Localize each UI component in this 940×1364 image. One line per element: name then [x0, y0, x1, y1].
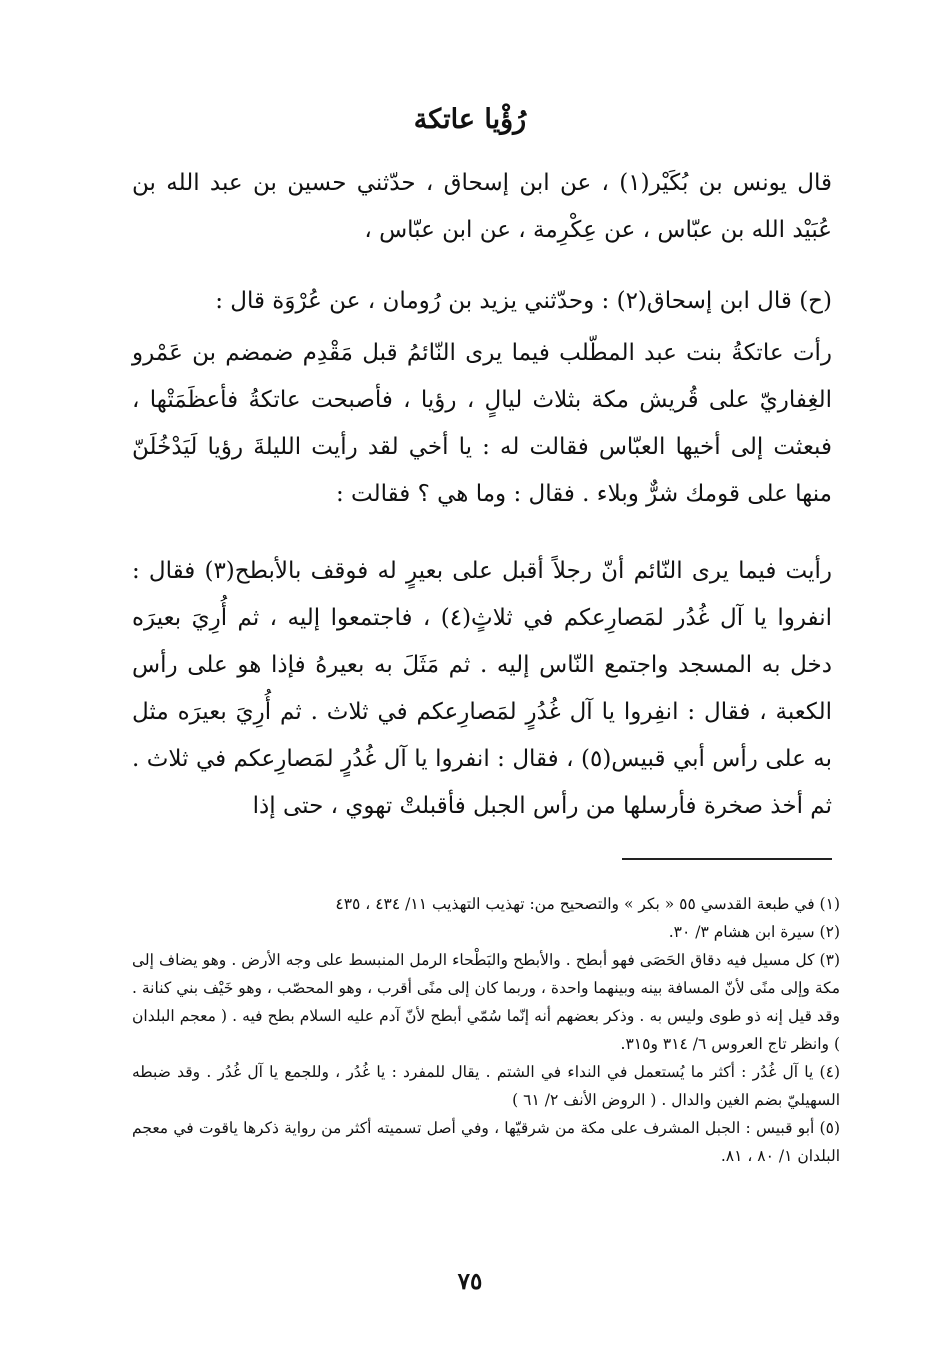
isnad-line: (ح) قال ابن إسحاق(٢) : وحدّثني يزيد بن رُومان ، عن عُرْوَة قال : [215, 288, 832, 314]
footnote-separator [622, 858, 832, 860]
page-number: ٧٥ [457, 1268, 483, 1295]
footnote-4: (٤) يا آل غُدُر : أكثر ما يُستعمل في النداء في الشتم . يقال للمفرد : يا غُدُر ، وللجمع يا آل غُدُر . وقد ضبطه السهيليّ بضم الغين والدال . ( الروض الأنف ٢/ ٦١ ) [132, 1063, 840, 1109]
main-paragraph-1: رأت عاتكةُ بنت عبد المطّلب فيما يرى النّائمُ قبل مَقْدِم ضمضم بن عَمْرو الغِفاريّ على قُريش مكة بثلاث ليالٍ ، رؤيا ، فأصبحت عاتكةُ فأعظَمَتْها ، فبعثت إلى أخيها العبّاس فقالت له : يا أخي لقد رأيت الليلةَ رؤيا لَيَدْخُلَنّ منها على قومك شرٌّ وبلاء . فقال : وما هي ؟ فقالت : [132, 340, 832, 507]
main-paragraph-2: رأيت فيما يرى النّائم أنّ رجلاً أقبل على بعيرٍ له فوقف بالأبطح(٣) فقال : انفروا يا آل غُدُر لمَصارِعكم في ثلاثٍ(٤) ، فاجتمعوا إليه ، ثم أُرِيَ بعيرَه دخل به المسجد واجتمع النّاس إليه . ثم مَثَلَ به بعيرهُ فإذا هو على رأس الكعبة ، فقال : انفِروا يا آل غُدُرٍ لمَصارِعكم في ثلاث . ثم أُرِيَ بعيرَه مثل به على رأس أبي قبيس(٥) ، فقال : انفروا يا آل غُدُرٍ لمَصارِعكم في ثلاث . ثم أخذ صخرة فأرسلها من رأس الجبل فأقبلتْ تهوي ، حتى إذا [132, 558, 832, 819]
footnotes [132, 890, 840, 1170]
footnote-1: (١) في طبعة القدسي ٥٥ « بكر » والتصحيح من: تهذيب التهذيب ١١/ ٤٣٤ ، ٤٣٥ [335, 895, 840, 913]
intro-paragraph: قال يونس بن بُكَيْر(١) ، عن ابن إسحاق ، حدّثني حسين بن عبد الله بن عُبَيْد الله بن عبّاس ، عن عِكْرِمة ، عن ابن عبّاس ، [132, 170, 832, 243]
footnote-3: (٣) كل مسيل فيه دقاق الحَصَى فهو أبطح . والأبطح والبَطْحاء الرمل المنبسط على وجه الأرض . وهو يضاف إلى مكة وإلى منًى لأنّ المسافة بينه وبينهما واحدة ، وربما كان إلى منًى أقرب ، وهو المحصّب ، وهو خَيْف بني كنانة . وقد قيل إنه ذو طوى وليس به . وذكر بعضهم أنه إنّما سُمّي أبطح لأنّ آدم عليه السلام بطح فيه . ( معجم البلدان ) وانظر تاج العروس ٦/ ٣١٤ و٣١٥. [132, 951, 840, 1053]
section-title: رُؤْيا عاتكة [413, 104, 527, 135]
footnote-5: (٥) أبو قبيس : الجبل المشرف على مكة من شرقيّها ، وفي أصل تسميته أكثر من رواية ذكرها ياقوت في معجم البلدان ١/ ٨٠ ، ٨١. [132, 1119, 840, 1165]
footnote-2: (٢) سيرة ابن هشام ٣/ ٣٠. [668, 923, 840, 941]
